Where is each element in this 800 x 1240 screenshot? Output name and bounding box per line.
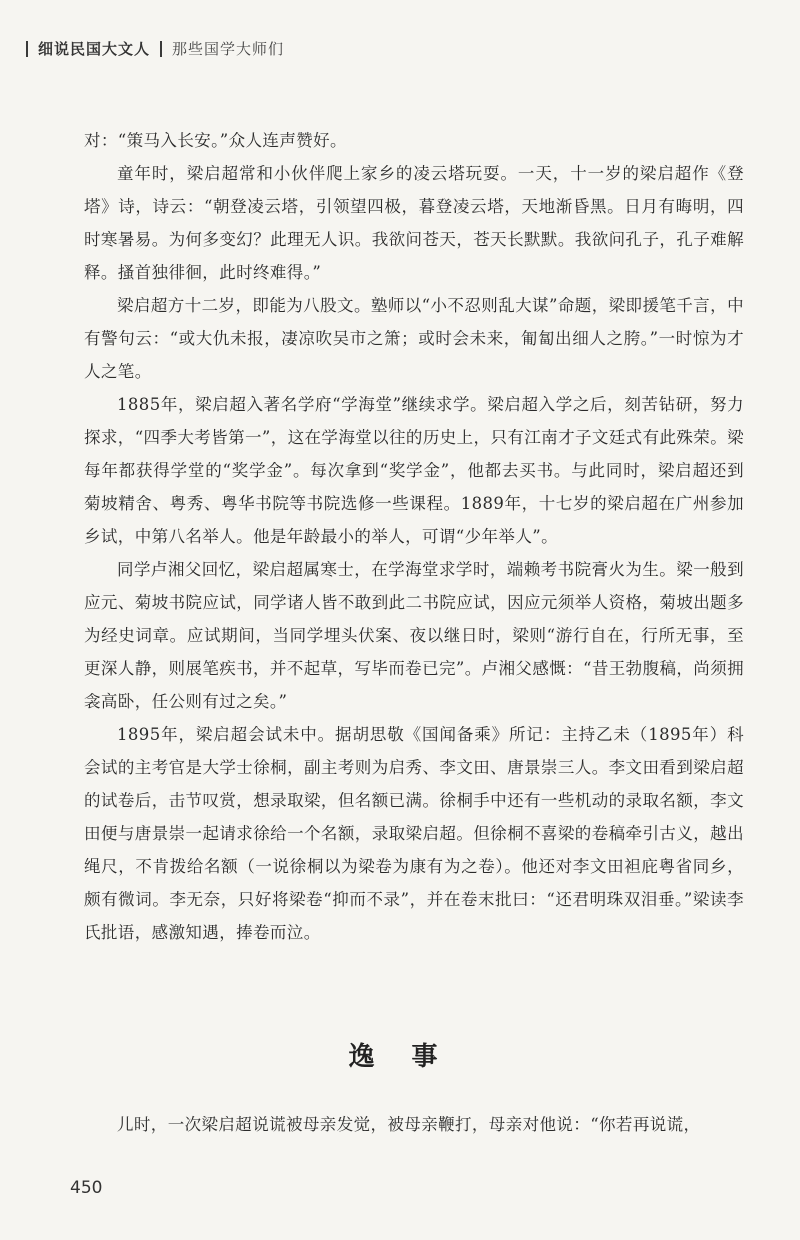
paragraph: 童年时，梁启超常和小伙伴爬上家乡的凌云塔玩耍。一天，十一岁的梁启超作《登塔》诗，诗云：“朝登凌云塔，引领望四极，暮登凌云塔，天地渐昏黑。日月有晦明，四时寒暑易。为何多变幻？此理无人识。我欲问苍天，苍天长默默。我欲问孔子，孔子难解释。搔首独徘徊，此时终难得。”: [84, 164, 744, 282]
paragraph: 同学卢湘父回忆，梁启超属寒士，在学海堂求学时，端赖考书院膏火为生。梁一般到应元、菊坡书院应试，同学诸人皆不敢到此二书院应试，因应元须举人资格，菊坡出题多为经史词章。应试期间，当同学埋头伏案、夜以继日时，梁则“游行自在，行所无事，至更深人静，则展笔疾书，并不起草，写毕而卷已完”。卢湘父感慨：“昔王勃腹稿，尚须拥衾高卧，任公则有过之矣。”: [84, 560, 744, 711]
paragraph: 对：“策马入长安。”众人连声赞好。: [84, 131, 347, 150]
header-divider: [160, 41, 162, 57]
body-text: [84, 124, 744, 949]
series-title: 细说民国大文人: [38, 40, 151, 58]
section-heading: 逸 事: [348, 1042, 452, 1072]
header-divider: [26, 41, 28, 57]
book-subtitle: 那些国学大师们: [172, 40, 285, 58]
paragraph: 梁启超方十二岁，即能为八股文。塾师以“小不忍则乱大谋”命题，梁即援笔千言，中有警句云：“或大仇未报，凄凉吹吴市之箫；或时会未来，匍匐出细人之胯。”一时惊为才人之笔。: [84, 296, 744, 381]
running-header: [26, 38, 284, 59]
paragraph: 1895年，梁启超会试未中。据胡思敬《国闻备乘》所记：主持乙未（1895年）科会试的主考官是大学士徐桐，副主考则为启秀、李文田、唐景崇三人。李文田看到梁启超的试卷后，击节叹赏，想录取梁，但名额已满。徐桐手中还有一些机动的录取名额，李文田便与唐景崇一起请求徐给一个名额，录取梁启超。但徐桐不喜梁的卷稿牵引古义，越出绳尺，不肯拨给名额（一说徐桐以为梁卷为康有为之卷）。他还对李文田袒庇粤省同乡，颇有微词。李无奈，只好将梁卷“抑而不录”，并在卷末批曰：“还君明珠双泪垂。”梁读李氏批语，感激知遇，捧卷而泣。: [84, 725, 744, 942]
paragraph: 儿时，一次梁启超说谎被母亲发觉，被母亲鞭打，母亲对他说：“你若再说谎，: [117, 1115, 701, 1134]
page-number: 450: [70, 1178, 103, 1198]
paragraph: 1885年，梁启超入著名学府“学海堂”继续求学。梁启超入学之后，刻苦钻研，努力探求，“四季大考皆第一”，这在学海堂以往的历史上，只有江南才子文廷式有此殊荣。梁每年都获得学堂的“奖学金”。每次拿到“奖学金”，他都去买书。与此同时，梁启超还到菊坡精舍、粤秀、粤华书院等书院选修一些课程。1889年，十七岁的梁启超在广州参加乡试，中第八名举人。他是年龄最小的举人，可谓“少年举人”。: [84, 395, 744, 546]
